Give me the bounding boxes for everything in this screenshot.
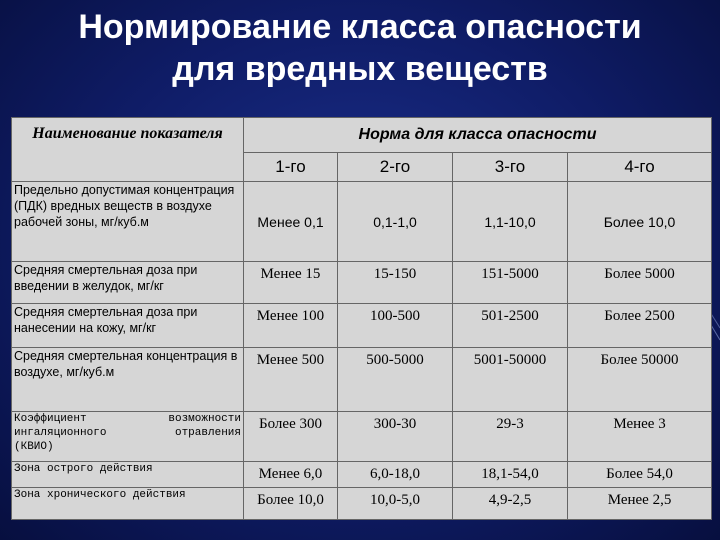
norm-column-header: Норма для класса опасности (244, 118, 712, 153)
table-cell: Менее 15 (244, 262, 338, 304)
table-cell: Менее 2,5 (568, 488, 712, 520)
table-row-acute-zone (12, 462, 712, 488)
row-label: Зона острого действия (12, 462, 244, 488)
class-3-header: 3-го (453, 153, 568, 182)
table-row-dermal-dose (12, 304, 712, 348)
class-2-header: 2-го (338, 153, 453, 182)
table-row-pdk (12, 182, 712, 262)
page-title (0, 6, 720, 90)
class-1-header: 1-го (244, 153, 338, 182)
row-label-part: возможности (168, 413, 241, 425)
table-cell: Более 10,0 (244, 488, 338, 520)
row-label: Средняя смертельная доза при введении в желудок, мг/кг (12, 262, 244, 304)
table-cell: 6,0-18,0 (338, 462, 453, 488)
table-cell: 5001-50000 (453, 348, 568, 412)
table-cell: 1,1-10,0 (453, 182, 568, 262)
table-cell: Более 2500 (568, 304, 712, 348)
page-title-line-2: для вредных веществ (172, 50, 548, 88)
table-row-chronic-zone (12, 488, 712, 520)
row-label-kvio (12, 412, 244, 462)
row-label: Зона хронического действия (12, 488, 244, 520)
table-row-air-concentration (12, 348, 712, 412)
table-cell: Более 10,0 (568, 182, 712, 262)
table-cell: 29-3 (453, 412, 568, 462)
row-label: Предельно допустимая концентрация (ПДК) вредных веществ в воздухе рабочей зоны, мг/куб.м (12, 182, 244, 262)
row-label-part: отравления (174, 427, 241, 439)
row-label: Средняя смертельная концентрация в воздухе, мг/куб.м (12, 348, 244, 412)
table-cell: Менее 0,1 (244, 182, 338, 262)
table-cell: 500-5000 (338, 348, 453, 412)
row-label-part: Коэффициент (14, 413, 87, 425)
table-cell: Более 50000 (568, 348, 712, 412)
table-cell: 100-500 (338, 304, 453, 348)
table-cell: Более 54,0 (568, 462, 712, 488)
table-row-oral-dose (12, 262, 712, 304)
row-label: Средняя смертельная доза при нанесении на кожу, мг/кг (12, 304, 244, 348)
table-cell: Менее 500 (244, 348, 338, 412)
table-cell: 300-30 (338, 412, 453, 462)
row-label-part: ингаляционного (14, 427, 107, 439)
table-cell: 10,0-5,0 (338, 488, 453, 520)
row-label-part: (КВИО) (14, 441, 54, 453)
indicator-column-header: Наименование показателя (12, 118, 244, 182)
table-cell: Более 5000 (568, 262, 712, 304)
table-cell: 15-150 (338, 262, 453, 304)
table-row-kvio (12, 412, 712, 462)
table-cell: Менее 3 (568, 412, 712, 462)
table-header-row (12, 118, 712, 153)
table-cell: Менее 6,0 (244, 462, 338, 488)
table-cell: 4,9-2,5 (453, 488, 568, 520)
class-4-header: 4-го (568, 153, 712, 182)
table-cell: 151-5000 (453, 262, 568, 304)
table-cell: Более 300 (244, 412, 338, 462)
table-cell: 0,1-1,0 (338, 182, 453, 262)
table-cell: 501-2500 (453, 304, 568, 348)
hazard-class-table (11, 117, 712, 520)
page-title-line-1: Нормирование класса опасности (78, 8, 642, 46)
table-cell: 18,1-54,0 (453, 462, 568, 488)
table-cell: Менее 100 (244, 304, 338, 348)
